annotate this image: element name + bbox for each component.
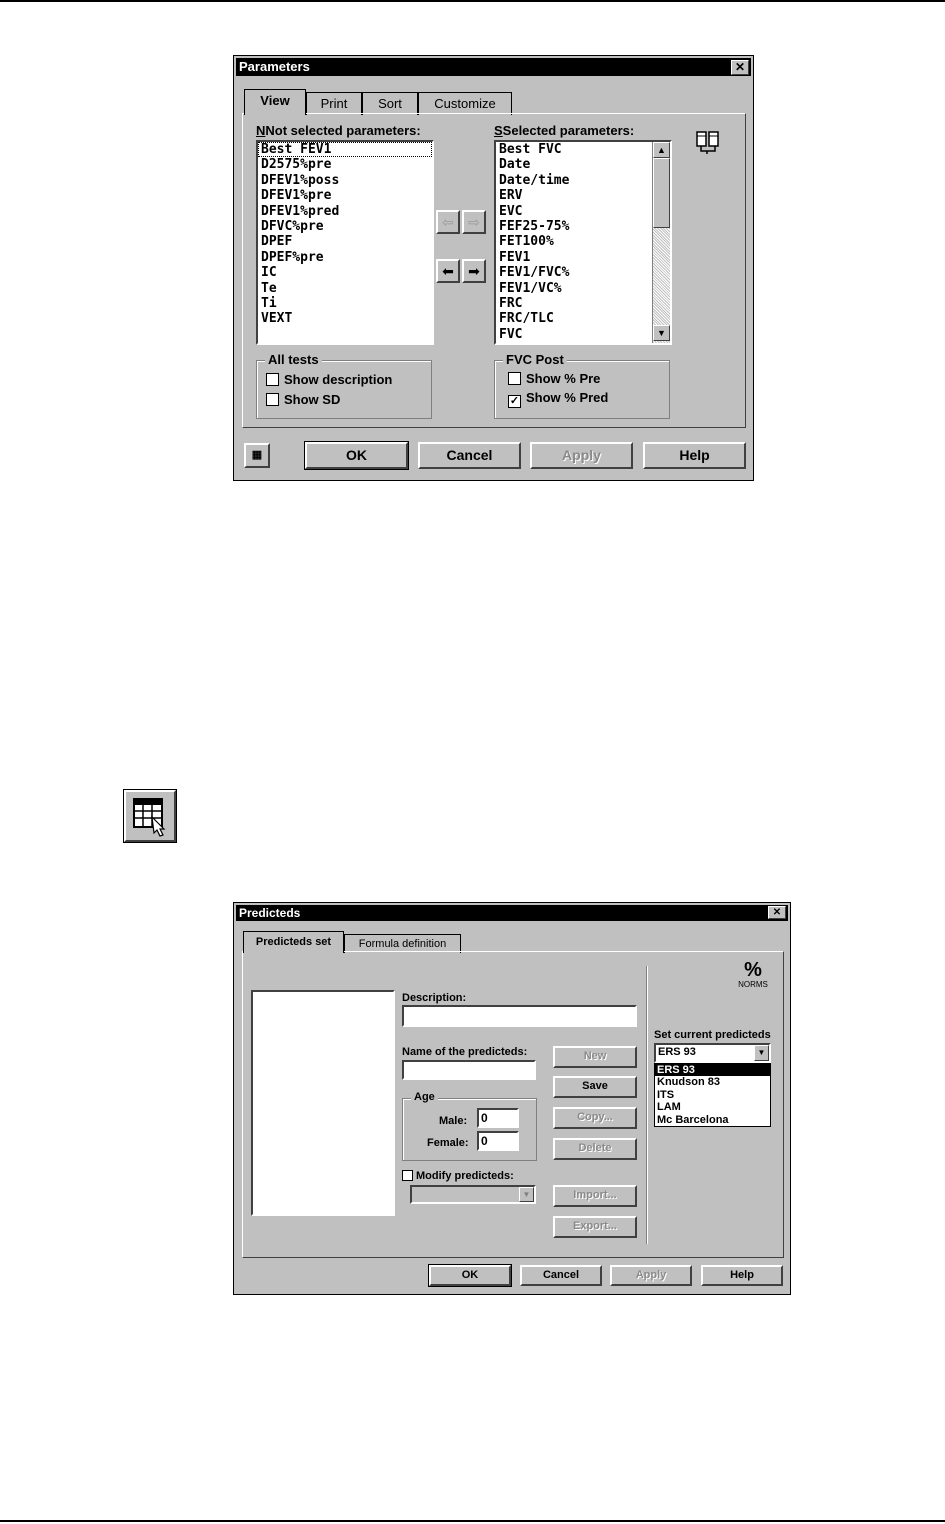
arrow-right-icon: ⇨: [468, 214, 480, 230]
top-rule: [0, 0, 945, 2]
selected-label-text: Selected parameters:: [502, 123, 635, 138]
checkbox-box: [402, 1170, 413, 1181]
list-item[interactable]: DFVC%pre: [261, 219, 324, 235]
dropdown-option[interactable]: LAM: [657, 1101, 681, 1114]
view-tab-panel: [242, 113, 746, 428]
move-left-button[interactable]: [436, 210, 460, 234]
arrow-left-icon: ⇦: [442, 214, 454, 230]
checkmark-icon: ✓: [509, 395, 520, 407]
tab-formula-definition[interactable]: Formula definition: [344, 934, 461, 953]
all-tests-group: [256, 352, 432, 419]
predicteds-set-panel: [242, 951, 784, 1258]
not-selected-list[interactable]: [256, 140, 434, 345]
move-right-button[interactable]: [462, 210, 486, 234]
list-item[interactable]: FRC/TLC: [499, 311, 554, 327]
predicteds-help-button[interactable]: Help: [701, 1265, 783, 1286]
list-item[interactable]: IC: [261, 265, 277, 281]
modify-predicteds-checkbox[interactable]: [402, 1170, 514, 1182]
table-settings-button[interactable]: [244, 443, 270, 468]
list-item[interactable]: FRC: [499, 296, 523, 312]
dropdown-option[interactable]: Knudson 83: [657, 1076, 720, 1089]
list-item[interactable]: ERV: [499, 188, 523, 204]
current-predicteds-combo[interactable]: [654, 1043, 771, 1063]
list-item[interactable]: FEV1/FVC%: [499, 265, 570, 281]
norms-label: NORMS: [738, 980, 768, 989]
list-item[interactable]: Date/time: [499, 172, 570, 188]
show-pct-pred-label: Show % Pred: [526, 390, 609, 405]
parameters-dialog: [233, 55, 754, 481]
age-group: [402, 1091, 537, 1161]
double-arrow-left-icon: ⬅: [442, 263, 454, 279]
separator: [646, 966, 648, 1244]
dropdown-option[interactable]: ERS 93: [655, 1064, 770, 1076]
all-tests-group-title: All tests: [265, 352, 322, 367]
list-item[interactable]: Te: [261, 280, 277, 296]
predicteds-title: Predicteds: [239, 906, 301, 920]
predicteds-list[interactable]: [251, 990, 395, 1216]
not-selected-label-text: Not selected parameters:: [265, 123, 421, 138]
fvc-post-group: [494, 352, 670, 419]
move-all-left-button[interactable]: [436, 259, 460, 283]
female-label: Female:: [427, 1137, 469, 1149]
show-description-label: Show description: [284, 372, 393, 387]
show-sd-label: Show SD: [284, 392, 341, 407]
percent-icon: %: [744, 959, 762, 981]
show-pct-pred-checkbox[interactable]: [508, 390, 608, 408]
checkbox-box: [508, 372, 521, 385]
list-item[interactable]: FEV1/VC%: [499, 280, 562, 296]
selected-label: SSelected parameters:: [494, 123, 635, 138]
parameters-help-button[interactable]: Help: [643, 442, 746, 469]
table-settings-icon: ▦: [251, 449, 263, 461]
list-item[interactable]: FEF25-75%: [499, 219, 570, 235]
save-button[interactable]: Save: [553, 1076, 637, 1098]
predicteds-close-button[interactable]: ✕: [768, 906, 786, 919]
set-current-label: Set current predicteds: [654, 1029, 771, 1041]
list-item[interactable]: FVC: [499, 326, 523, 342]
fvc-post-group-title: FVC Post: [503, 352, 567, 367]
delete-button[interactable]: Delete: [553, 1138, 637, 1160]
checkbox-box: [266, 373, 279, 386]
predicteds-dialog: [233, 902, 791, 1295]
show-sd-checkbox[interactable]: [266, 392, 340, 407]
name-field[interactable]: [402, 1060, 536, 1080]
tab-sort[interactable]: Sort: [362, 92, 418, 115]
scroll-down-arrow-icon[interactable]: ▼: [653, 325, 670, 341]
selected-list[interactable]: [494, 140, 672, 345]
predicteds-cancel-button[interactable]: Cancel: [520, 1265, 602, 1286]
name-label: Name of the predicteds:: [402, 1046, 528, 1058]
list-item[interactable]: DPEF: [261, 234, 293, 250]
list-item[interactable]: DFEV1%pred: [261, 203, 340, 219]
dropdown-arrow-icon[interactable]: ▼: [754, 1045, 769, 1061]
list-item[interactable]: EVC: [499, 203, 523, 219]
table-settings-icon-enlarged: [124, 790, 176, 842]
scroll-up-arrow-icon[interactable]: ▲: [653, 142, 670, 158]
parameters-ok-button[interactable]: OK: [305, 442, 408, 469]
male-label: Male:: [439, 1115, 468, 1127]
list-item[interactable]: Best FEV1: [258, 142, 432, 157]
parameters-close-button[interactable]: ✕: [731, 60, 749, 75]
parameters-title-bar: [236, 58, 751, 76]
predicteds-dropdown-list[interactable]: [654, 1063, 771, 1127]
age-group-title: Age: [411, 1091, 438, 1103]
move-all-right-button[interactable]: [462, 259, 486, 283]
copy-button[interactable]: Copy...: [553, 1107, 637, 1129]
tab-customize[interactable]: Customize: [418, 92, 512, 115]
predicteds-ok-button[interactable]: OK: [429, 1265, 511, 1286]
description-label: Description:: [402, 992, 467, 1004]
list-item[interactable]: FET100%: [499, 234, 554, 250]
modify-predicteds-label: Modify predicteds:: [416, 1170, 514, 1182]
norms-icon: [733, 960, 773, 989]
import-button[interactable]: Import...: [553, 1185, 637, 1207]
parameters-title: Parameters: [239, 59, 310, 74]
male-age-field[interactable]: 0: [477, 1108, 519, 1128]
tab-view[interactable]: View: [244, 89, 306, 115]
list-item[interactable]: Best FVC: [499, 142, 562, 157]
predicteds-title-bar: [236, 905, 788, 921]
export-button[interactable]: Export...: [553, 1216, 637, 1238]
show-description-checkbox[interactable]: [266, 372, 392, 387]
predicteds-apply-button[interactable]: Apply: [610, 1265, 692, 1286]
list-item[interactable]: DPEF%pre: [261, 249, 324, 265]
parameters-cancel-button[interactable]: Cancel: [418, 442, 521, 469]
description-field[interactable]: [402, 1005, 637, 1027]
dropdown-option[interactable]: ITS: [657, 1088, 675, 1101]
scroll-thumb[interactable]: [653, 158, 670, 228]
list-item[interactable]: FEV1: [499, 249, 531, 265]
modify-predicteds-dropdown[interactable]: [410, 1185, 536, 1204]
show-pct-pre-checkbox[interactable]: [508, 371, 600, 386]
list-item[interactable]: Date: [499, 157, 531, 173]
checkbox-box: [266, 393, 279, 406]
not-selected-label: NNot selected parameters:: [256, 123, 421, 138]
double-arrow-right-icon: ➡: [468, 263, 480, 279]
list-item[interactable]: VEXT: [261, 311, 293, 327]
list-item[interactable]: DFEV1%pre: [261, 188, 332, 204]
table-grid-icon: [126, 792, 174, 840]
show-pct-pre-label: Show % Pre: [526, 371, 601, 386]
tab-predicteds-set[interactable]: Predicteds set: [243, 931, 344, 953]
list-item[interactable]: Ti: [261, 296, 277, 312]
selected-list-scrollbar[interactable]: [652, 142, 670, 343]
dropdown-arrow-icon[interactable]: ▼: [519, 1187, 534, 1202]
columns-icon[interactable]: [695, 130, 723, 156]
tab-print[interactable]: Print: [306, 92, 362, 115]
current-predicteds-value: ERS 93: [658, 1046, 696, 1058]
new-button[interactable]: New: [553, 1046, 637, 1068]
parameters-apply-button[interactable]: Apply: [530, 442, 633, 469]
list-item[interactable]: DFEV1%poss: [261, 172, 340, 188]
female-age-field[interactable]: 0: [477, 1131, 519, 1151]
bottom-rule: [0, 1520, 945, 1522]
list-item[interactable]: D2575%pre: [261, 157, 332, 173]
dropdown-option[interactable]: Mc Barcelona: [657, 1113, 729, 1126]
